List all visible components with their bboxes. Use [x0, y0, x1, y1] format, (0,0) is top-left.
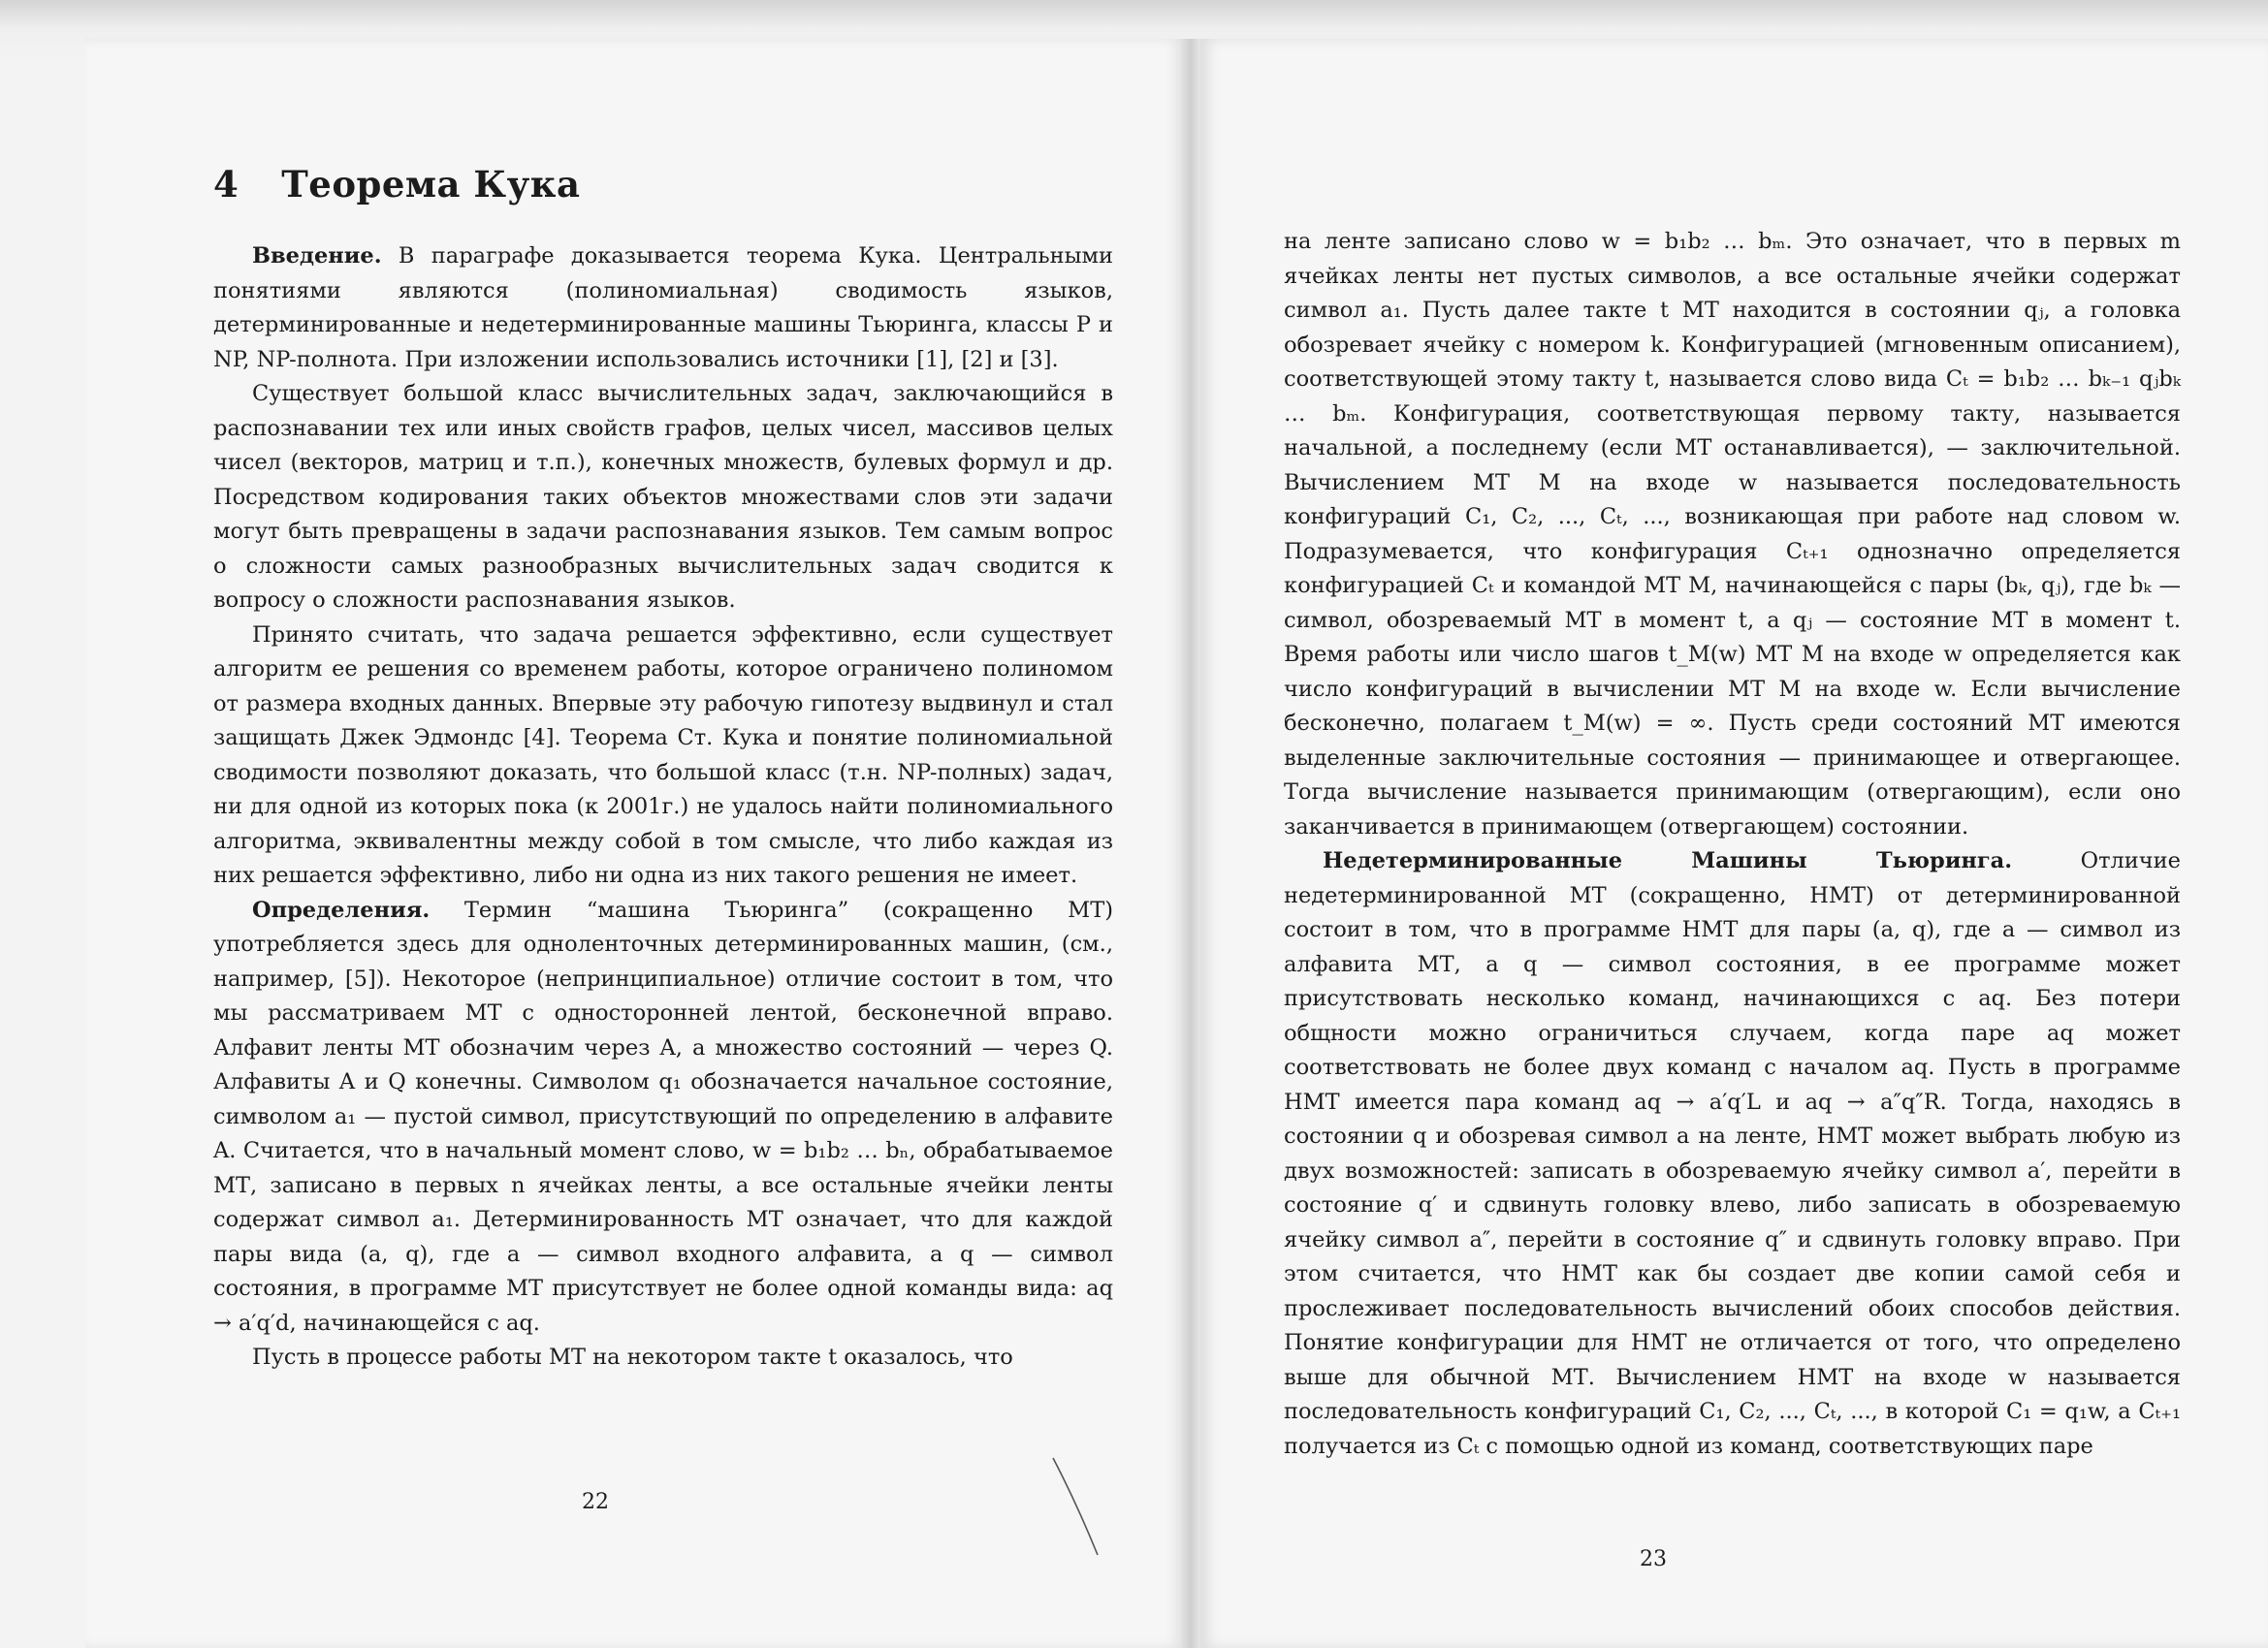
- paragraph-text: на ленте записано слово w = b₁b₂ … bₘ. Это означает, что в первых m ячейках ленты нет пустых символов, а все остальные ячейки содержат символ a₁. Пусть далее такте t МТ находится в состоянии qⱼ, а головка обозревает ячейку с номером k. Конфигурацией (мгновенным описанием), соответствующей этому такту t, называется слово вида Cₜ = b₁b₂ … bₖ₋₁ qⱼbₖ … bₘ. Конфигурация, соответствующая первому такту, называется начальной, а последнему (если МТ останавливается), — заключительной. Вычислением МТ M на входе w называется последовательность конфигураций C₁, C₂, ..., Cₜ, ..., возникающая при работе над словом w. Подразумевается, что конфигурация Cₜ₊₁ однозначно определяется конфигурацией Cₜ и командой МТ M, начинающейся с пары (bₖ, qⱼ), где bₖ — символ, обозреваемый МТ в момент t, а qⱼ — состояние МТ в момент t. Время работы или число шагов t_M(w) МТ M на входе w определяется как число конфигураций в вычислении МТ M на входе w. Если вычисление бесконечно, полагаем t_M(w) = ∞. Пусть среди состояний МТ имеются выделенные заключительные состояния — принимающее и отвергающее. Тогда вычисление называется принимающим (отвергающим), если оно заканчивается в принимающем (отвергающем) состоянии.: [1284, 229, 2181, 840]
- paragraph-text: Отличие недетерминированной МТ (сокращенно, НМТ) от детерминированной состоит в том, что в программе НМТ для пары (a, q), где a — символ из алфавита МТ, а q — символ состояния, в ее программе может присутствовать несколько команд, начинающихся с aq. Без потери общности можно ограничиться случаем, когда паре aq может соответствовать не более двух команд с началом aq. Пусть в программе НМТ имеется пара команд aq → a′q′L и aq → a″q″R. Тогда, находясь в состоянии q и обозревая символ a на ленте, НМТ может выбрать любую из двух возможностей: записать в обозреваемую ячейку символ a′, перейти в состояние q′ и сдвинуть головку влево, либо записать в обозреваемую ячейку символ a″, перейти в состояние q″ и сдвинуть головку вправо. При этом считается, что НМТ как бы создает две копии самой себя и прослеживает последовательность вычислений обоих способов действия. Понятие конфигурации для НМТ не отличается от того, что определено выше для обычной МТ. Вычислением НМТ на входе w называется последовательность конфигураций C₁, C₂, ..., Cₜ, ..., в которой C₁ = q₁w, а Cₜ₊₁ получается из Cₜ с помощью одной из команд, соответствующих паре: [1284, 848, 2181, 1459]
- paragraph: [1284, 844, 2181, 1464]
- paragraph-text: Термин “машина Тьюринга” (сокращенно МТ) употребляется здесь для одноленточных детерминированных машин, (см., например, [5]). Некоторое (непринципиальное) отличие состоит в том, что мы рассматриваем МТ с односторонней лентой, бесконечной вправо. Алфавит ленты МТ обозначим через A, а множество состояний — через Q. Алфавиты A и Q конечны. Символом q₁ обозначается начальное состояние, символом a₁ — пустой символ, присутствующий по определению в алфавите A. Считается, что в начальный момент слово, w = b₁b₂ … bₙ, обрабатываемое МТ, записано в первых n ячейках ленты, а все остальные ячейки ленты содержат символ a₁. Детерминированность МТ означает, что для каждой пары вида (a, q), где a — символ входного алфавита, а q — символ состояния, в программе МТ присутствует не более одной команды вида: aq → a′q′d, начинающейся с aq.: [213, 897, 1113, 1336]
- pen-stroke-mark: [1047, 1454, 1105, 1561]
- paragraph-lead: Введение.: [252, 243, 382, 269]
- paragraph: [213, 618, 1113, 894]
- chapter-heading: [213, 163, 580, 206]
- page-number-left: 22: [582, 1490, 609, 1514]
- book-gutter: [1181, 39, 1200, 1648]
- paragraph: [213, 894, 1113, 1342]
- paragraph-text: Пусть в процессе работы МТ на некотором такте t оказалось, что: [252, 1345, 1013, 1370]
- chapter-number: 4: [213, 163, 240, 206]
- paragraph-text: Принято считать, что задача решается эффективно, если существует алгоритм ее решения со временем работы, которое ограничено полиномом от размера входных данных. Впервые эту рабочую гипотезу выдвинул и стал защищать Джек Эдмондс [4]. Теорема Ст. Кука и понятие полиномиальной сводимости позволяют доказать, что большой класс (т.н. NP-полных) задач, ни для одной из которых пока (к 2001г.) не удалось найти полиномиального алгоритма, эквивалентны между собой в том смысле, что либо каждая из них решается эффективно, либо ни одна из них такого решения не имеет.: [213, 621, 1113, 888]
- left-text-column: [213, 239, 1113, 1376]
- paragraph: [213, 239, 1113, 377]
- page-number-right: 23: [1640, 1547, 1667, 1571]
- paragraph: [213, 377, 1113, 618]
- paragraph-text: Существует большой класс вычислительных задач, заключающийся в распознавании тех или иных свойств графов, целых чисел, массивов целых чисел (векторов, матриц и т.п.), конечных множеств, булевых формул и др. Посредством кодирования таких объектов множествами слов эти задачи могут быть превращены в задачи распознавания языков. Тем самым вопрос о сложности самых разнообразных вычислительных задач сводится к вопросу о сложности распознавания языков.: [213, 381, 1113, 613]
- paragraph: [213, 1341, 1113, 1376]
- paragraph-lead: Определения.: [252, 897, 431, 923]
- paragraph: [1284, 225, 2181, 844]
- paragraph-text: В параграфе доказывается теорема Кука. Центральными понятиями являются (полиномиальная) сводимость языков, детерминированные и недетерминированные машины Тьюринга, классы P и NP, NP-полнота. При изложении использовались источники [1], [2] и [3].: [213, 243, 1113, 372]
- right-text-column: [1284, 225, 2181, 1464]
- chapter-title: Теорема Кука: [281, 163, 581, 206]
- paragraph-lead: Недетерминированные Машины Тьюринга.: [1323, 848, 2013, 873]
